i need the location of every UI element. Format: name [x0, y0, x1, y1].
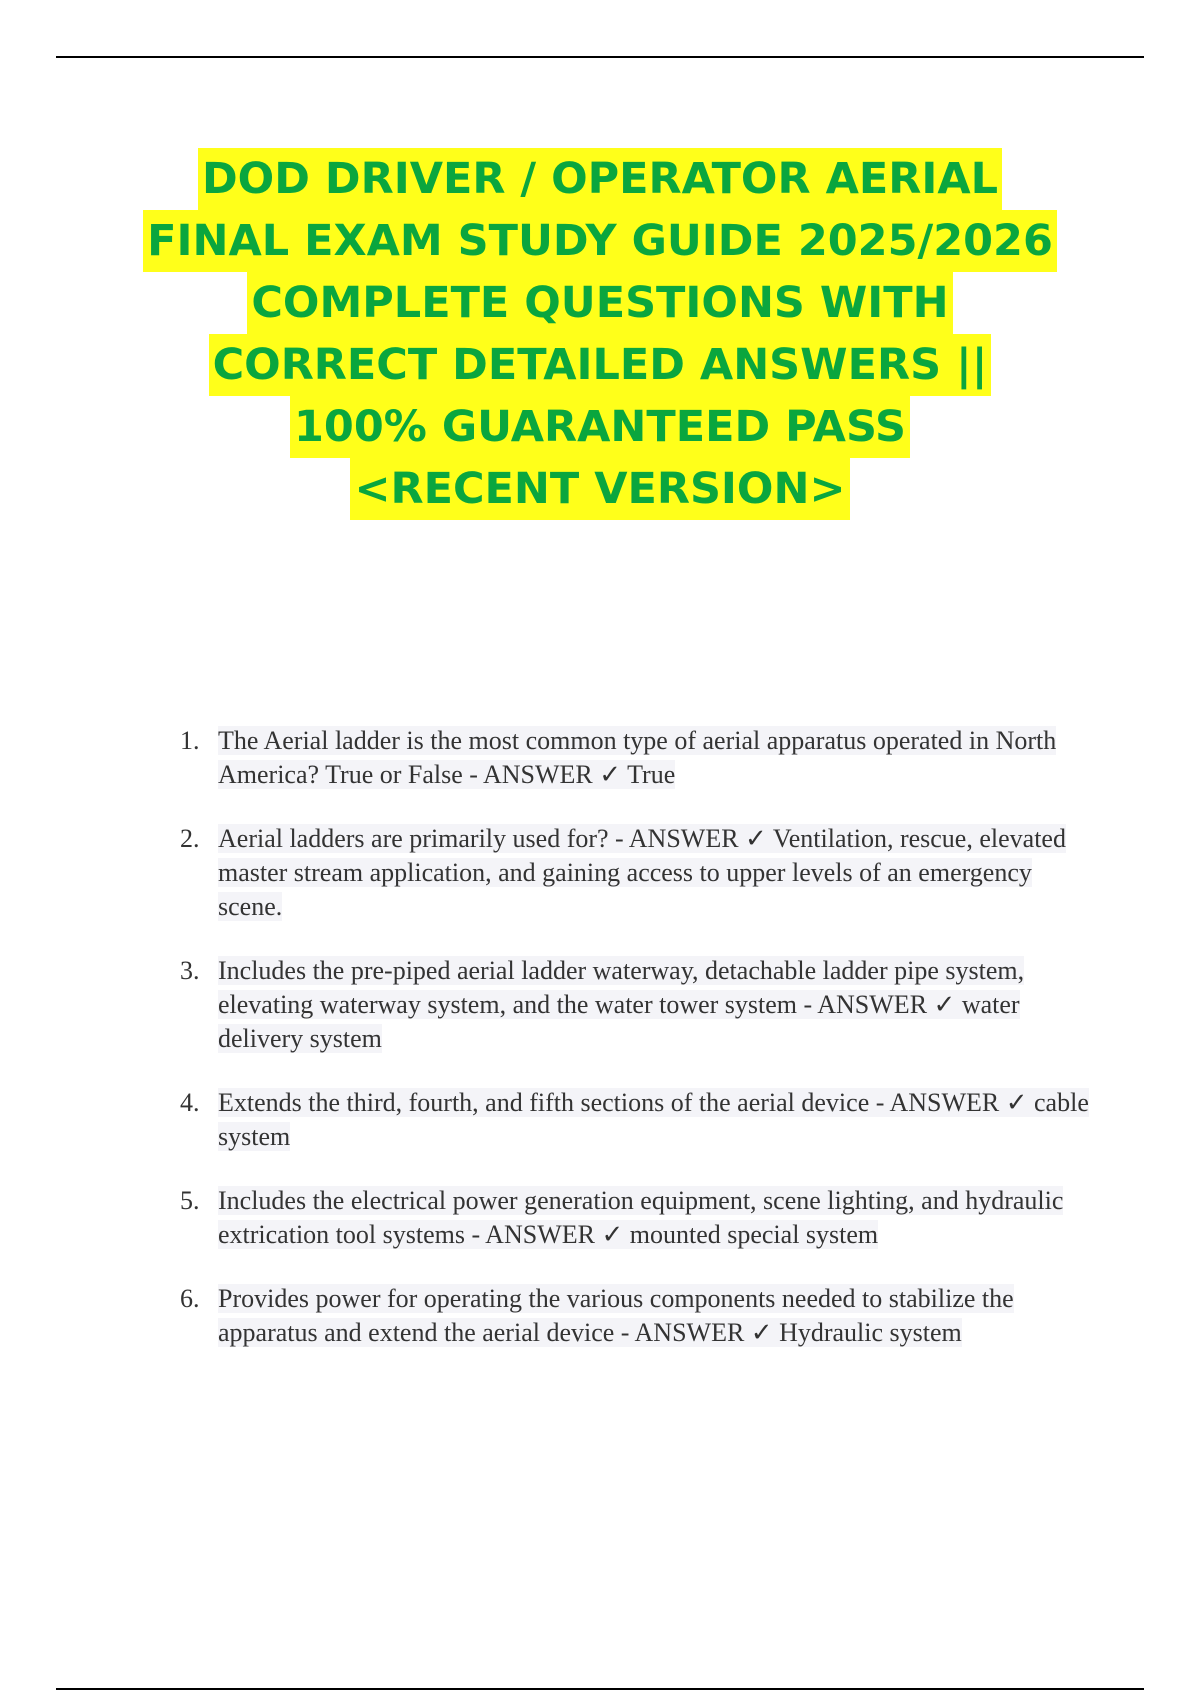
question-item	[168, 724, 1098, 792]
title-line: <RECENT VERSION>	[350, 458, 849, 520]
bottom-rule	[56, 1688, 1144, 1690]
title-line: DOD DRIVER / OPERATOR AERIAL	[198, 148, 1002, 210]
question-text: Includes the electrical power generation equipment, scene lighting, and hydraulic extrication tool systems - ANSWER ✓ mounted special system	[218, 1186, 1064, 1249]
question-text: Includes the pre-piped aerial ladder waterway, detachable ladder pipe system, elevating waterway system, and the water tower system - ANSWER ✓ water delivery system	[218, 956, 1025, 1053]
question-number: 2.	[180, 824, 200, 853]
top-rule	[56, 56, 1144, 58]
document-title	[0, 148, 1200, 520]
title-line: CORRECT DETAILED ANSWERS ||	[209, 334, 992, 396]
title-line: FINAL EXAM STUDY GUIDE 2025/2026	[143, 210, 1057, 272]
title-line: COMPLETE QUESTIONS WITH	[247, 272, 952, 334]
question-number: 4.	[180, 1088, 200, 1117]
question-number: 3.	[180, 956, 200, 985]
question-text: Provides power for operating the various components needed to stabilize the apparatus and extend the aerial device - ANSWER ✓ Hydraulic system	[218, 1284, 1014, 1347]
question-text: Extends the third, fourth, and fifth sections of the aerial device - ANSWER ✓ cable system	[218, 1088, 1089, 1151]
question-item	[168, 1086, 1098, 1154]
question-text: The Aerial ladder is the most common type of aerial apparatus operated in North America? True or False - ANSWER ✓ True	[218, 726, 1057, 789]
question-number: 1.	[180, 726, 200, 755]
title-line: 100% GUARANTEED PASS	[290, 396, 910, 458]
question-number: 6.	[180, 1284, 200, 1313]
question-item	[168, 1184, 1098, 1252]
question-item	[168, 822, 1098, 924]
question-item	[168, 1282, 1098, 1350]
question-text: Aerial ladders are primarily used for? - ANSWER ✓ Ventilation, rescue, elevated master stream application, and gaining access to upper levels of an emergency scene.	[218, 824, 1066, 921]
question-item	[168, 954, 1098, 1056]
question-list	[168, 724, 1098, 1380]
question-number: 5.	[180, 1186, 200, 1215]
